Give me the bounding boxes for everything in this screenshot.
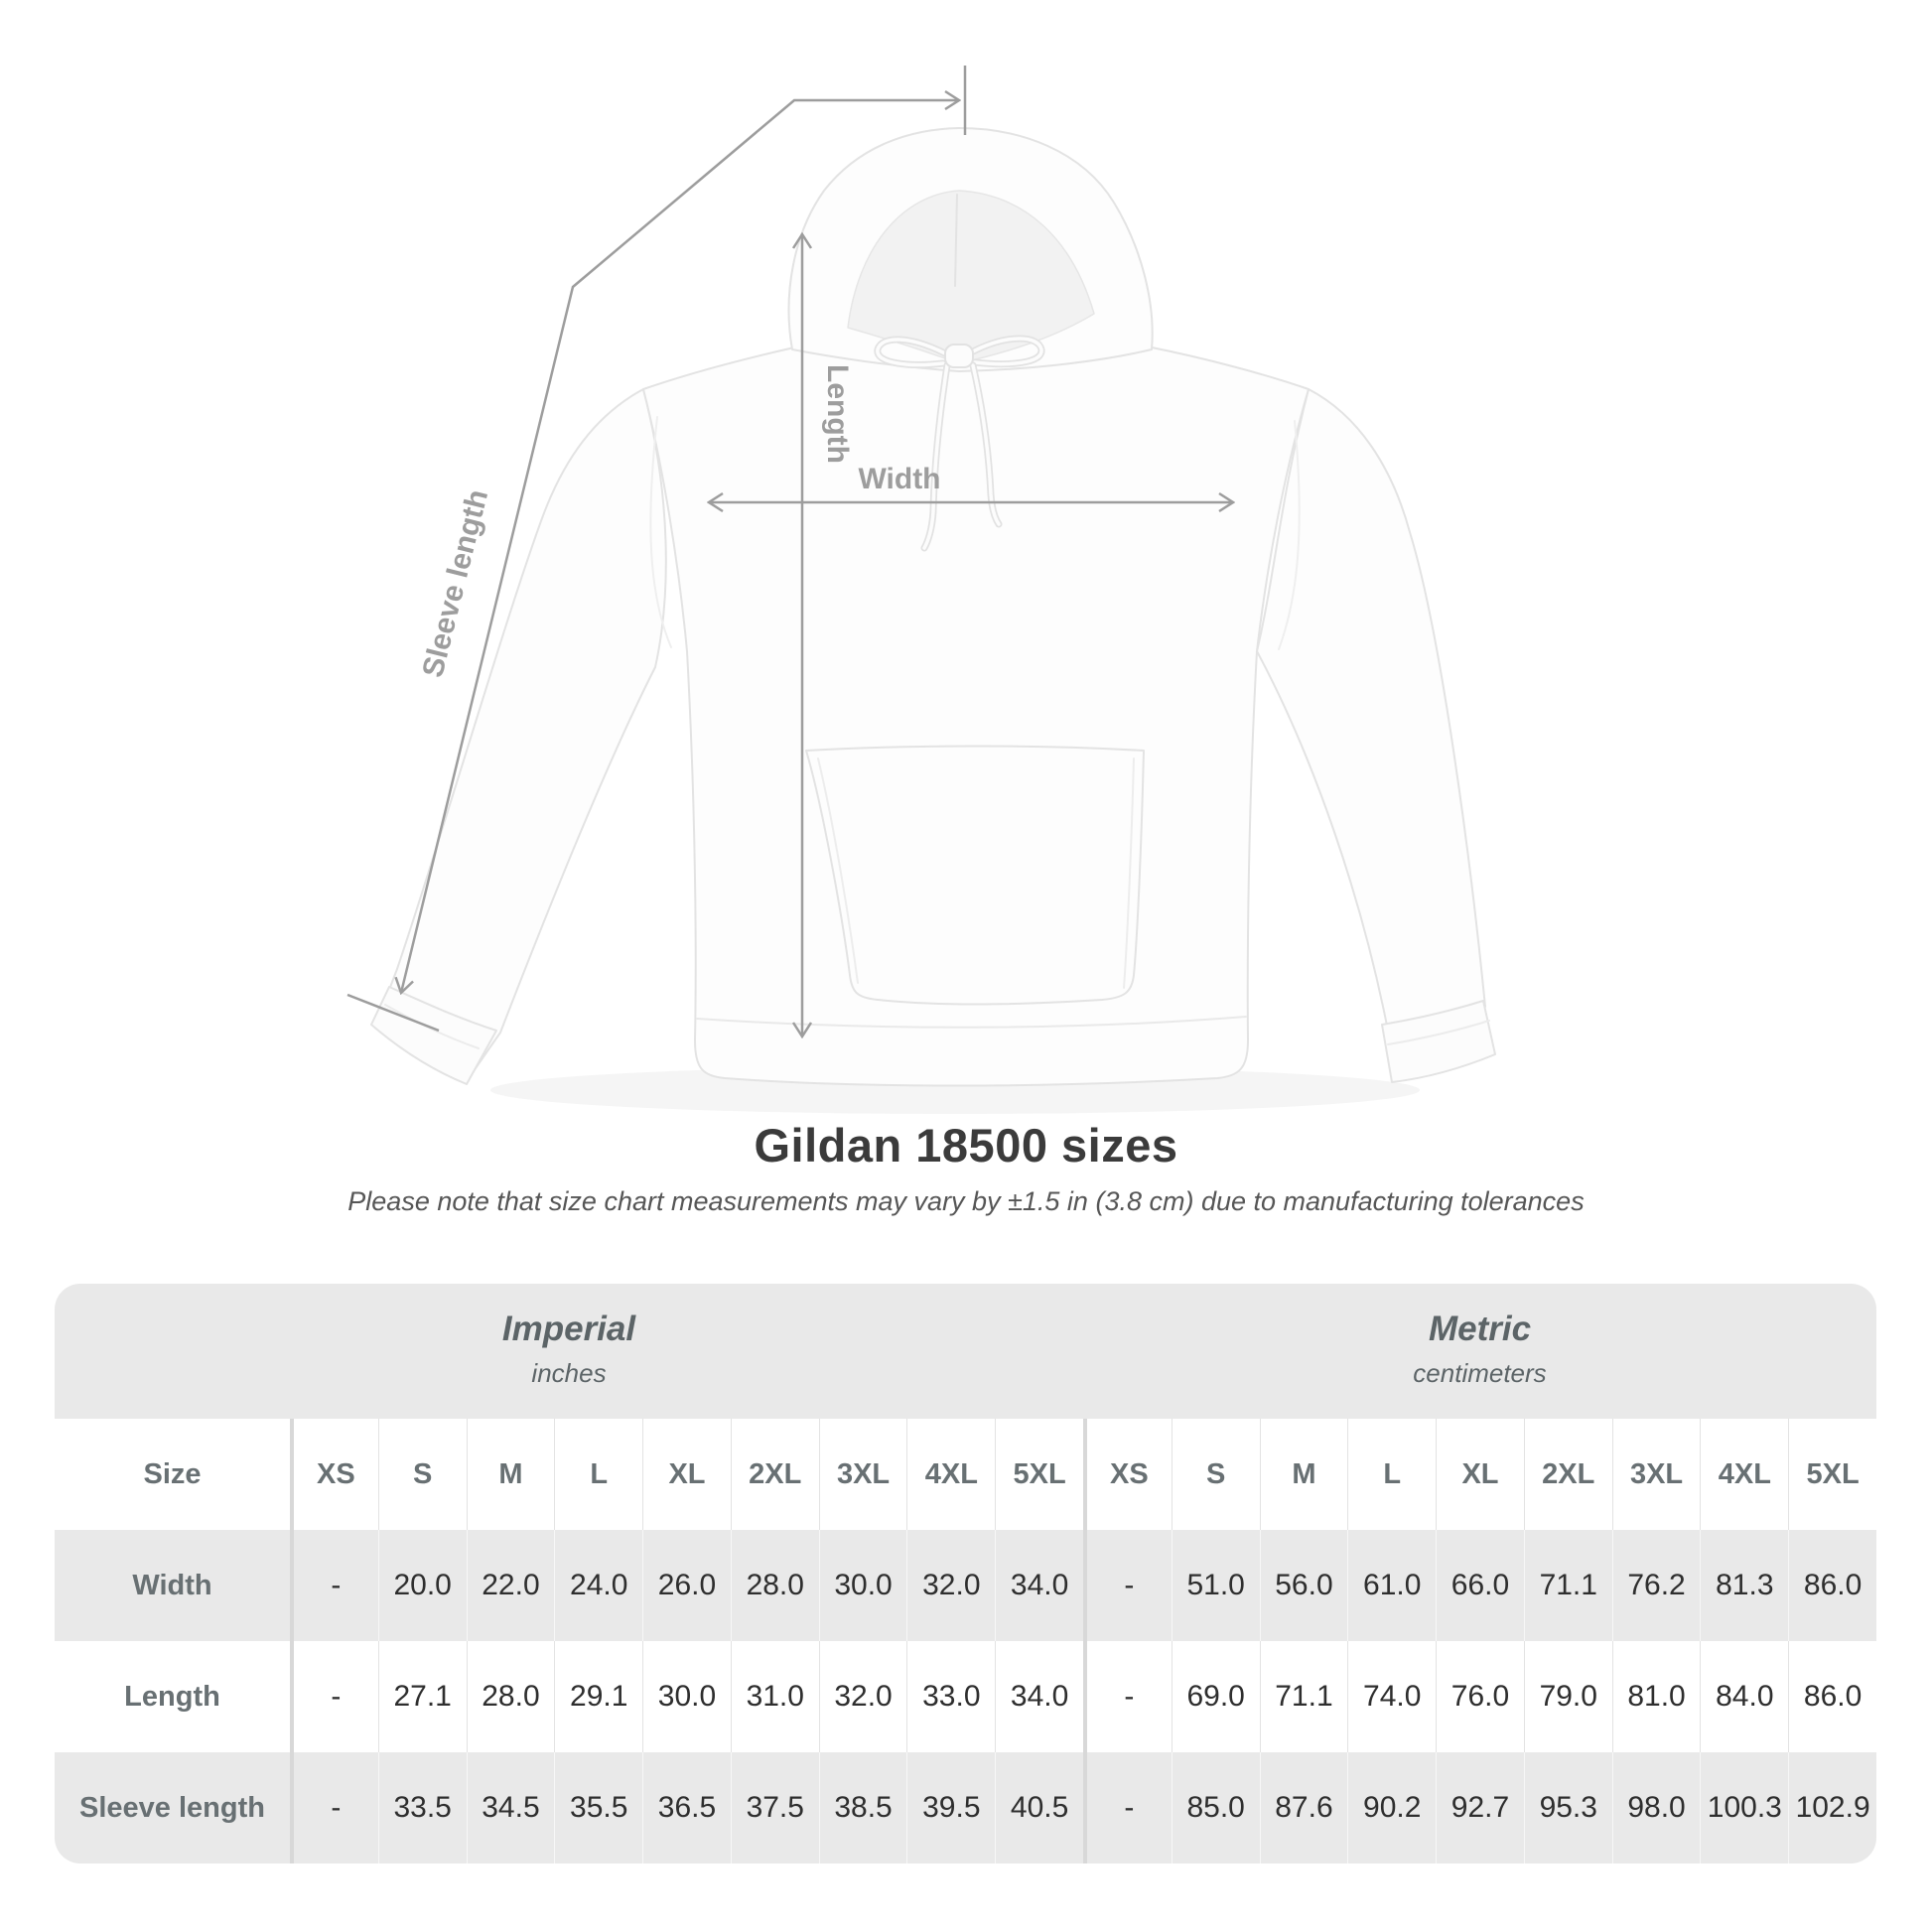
sleeve-value: 98.0 [1612, 1752, 1701, 1863]
sleeve-value: 92.7 [1436, 1752, 1524, 1863]
size-header-metric: S [1172, 1419, 1260, 1530]
length-value: 30.0 [642, 1641, 731, 1752]
size-header-metric: 2XL [1524, 1419, 1612, 1530]
length-value: 81.0 [1612, 1641, 1701, 1752]
imperial-unit: inches [531, 1358, 607, 1388]
size-header-imperial: 4XL [906, 1419, 995, 1530]
sleeve-value: 36.5 [642, 1752, 731, 1863]
length-value: 86.0 [1788, 1641, 1876, 1752]
width-value: 32.0 [906, 1530, 995, 1641]
width-value: 86.0 [1788, 1530, 1876, 1641]
hoodie-garment [371, 128, 1495, 1086]
sleeve-value: 90.2 [1347, 1752, 1436, 1863]
size-header-metric: XS [1083, 1419, 1172, 1530]
right-sleeve [1257, 389, 1485, 1031]
size-header-imperial: XL [642, 1419, 731, 1530]
length-value: - [1083, 1641, 1172, 1752]
length-value: 84.0 [1700, 1641, 1788, 1752]
size-header-imperial: L [554, 1419, 642, 1530]
sleeve-value: - [290, 1752, 378, 1863]
imperial-header [55, 1284, 1083, 1419]
sleeve-value: 39.5 [906, 1752, 995, 1863]
sleeve-value: 85.0 [1172, 1752, 1260, 1863]
kangaroo-pocket [806, 747, 1144, 1005]
sleeve-value: 40.5 [995, 1752, 1083, 1863]
width-value: - [1083, 1530, 1172, 1641]
width-value: 81.3 [1700, 1530, 1788, 1641]
length-label: Length [821, 364, 854, 464]
length-value: 32.0 [819, 1641, 907, 1752]
width-row-label: Width [132, 1569, 212, 1601]
length-value: 28.0 [467, 1641, 555, 1752]
width-value: 71.1 [1524, 1530, 1612, 1641]
page-title: Gildan 18500 sizes [754, 1119, 1178, 1172]
size-header-imperial: XS [290, 1419, 378, 1530]
heading-block [0, 1118, 1932, 1217]
width-value: 22.0 [467, 1530, 555, 1641]
size-header-imperial: 2XL [731, 1419, 819, 1530]
width-value: 28.0 [731, 1530, 819, 1641]
size-header-metric: XL [1436, 1419, 1524, 1530]
sleeve-value: 34.5 [467, 1752, 555, 1863]
length-row-label: Length [124, 1680, 220, 1713]
length-value: 29.1 [554, 1641, 642, 1752]
sleeve-value: 102.9 [1788, 1752, 1876, 1863]
length-value: - [290, 1641, 378, 1752]
size-header-metric: L [1347, 1419, 1436, 1530]
length-row [55, 1641, 1876, 1752]
length-value: 79.0 [1524, 1641, 1612, 1752]
sleeve-row-label: Sleeve length [79, 1791, 265, 1824]
sleeve-value: 35.5 [554, 1752, 642, 1863]
unit-band [55, 1284, 1876, 1419]
width-value: 66.0 [1436, 1530, 1524, 1641]
width-value: 34.0 [995, 1530, 1083, 1641]
length-value: 33.0 [906, 1641, 995, 1752]
width-value: 76.2 [1612, 1530, 1701, 1641]
length-value: 71.1 [1260, 1641, 1348, 1752]
length-value: 31.0 [731, 1641, 819, 1752]
sleeve-length-row [55, 1752, 1876, 1863]
metric-unit: centimeters [1413, 1358, 1547, 1388]
size-header-imperial: M [467, 1419, 555, 1530]
length-value: 74.0 [1347, 1641, 1436, 1752]
width-value: 56.0 [1260, 1530, 1348, 1641]
size-header-imperial: 5XL [995, 1419, 1083, 1530]
tolerance-note: Please note that size chart measurements may vary by ±1.5 in (3.8 cm) due to manufacturing tolerances [347, 1186, 1585, 1216]
width-value: 30.0 [819, 1530, 907, 1641]
width-value: 26.0 [642, 1530, 731, 1641]
size-header-metric: 3XL [1612, 1419, 1701, 1530]
sleeve-value: 100.3 [1700, 1752, 1788, 1863]
width-value: 20.0 [378, 1530, 467, 1641]
width-value: 61.0 [1347, 1530, 1436, 1641]
imperial-title: Imperial [501, 1310, 636, 1348]
sleeve-value: 33.5 [378, 1752, 467, 1863]
sleeve-value: 87.6 [1260, 1752, 1348, 1863]
sleeve-value: 95.3 [1524, 1752, 1612, 1863]
size-header-metric: M [1260, 1419, 1348, 1530]
size-header-imperial: 3XL [819, 1419, 907, 1530]
length-value: 76.0 [1436, 1641, 1524, 1752]
length-value: 69.0 [1172, 1641, 1260, 1752]
sleeve-value: 38.5 [819, 1752, 907, 1863]
size-table [55, 1284, 1876, 1863]
length-value: 34.0 [995, 1641, 1083, 1752]
metric-header [1083, 1284, 1876, 1419]
sleeve-length-label: Sleeve length [416, 485, 495, 681]
width-value: 51.0 [1172, 1530, 1260, 1641]
size-header-metric: 5XL [1788, 1419, 1876, 1530]
width-value: - [290, 1530, 378, 1641]
metric-title: Metric [1428, 1310, 1532, 1348]
size-column-label: Size [143, 1457, 202, 1490]
size-header-metric: 4XL [1700, 1419, 1788, 1530]
width-value: 24.0 [554, 1530, 642, 1641]
sleeve-value: 37.5 [731, 1752, 819, 1863]
size-header-imperial: S [378, 1419, 467, 1530]
width-row [55, 1530, 1876, 1641]
sleeve-value: - [1083, 1752, 1172, 1863]
size-header-row [55, 1419, 1876, 1530]
length-value: 27.1 [378, 1641, 467, 1752]
width-label: Width [858, 463, 941, 495]
